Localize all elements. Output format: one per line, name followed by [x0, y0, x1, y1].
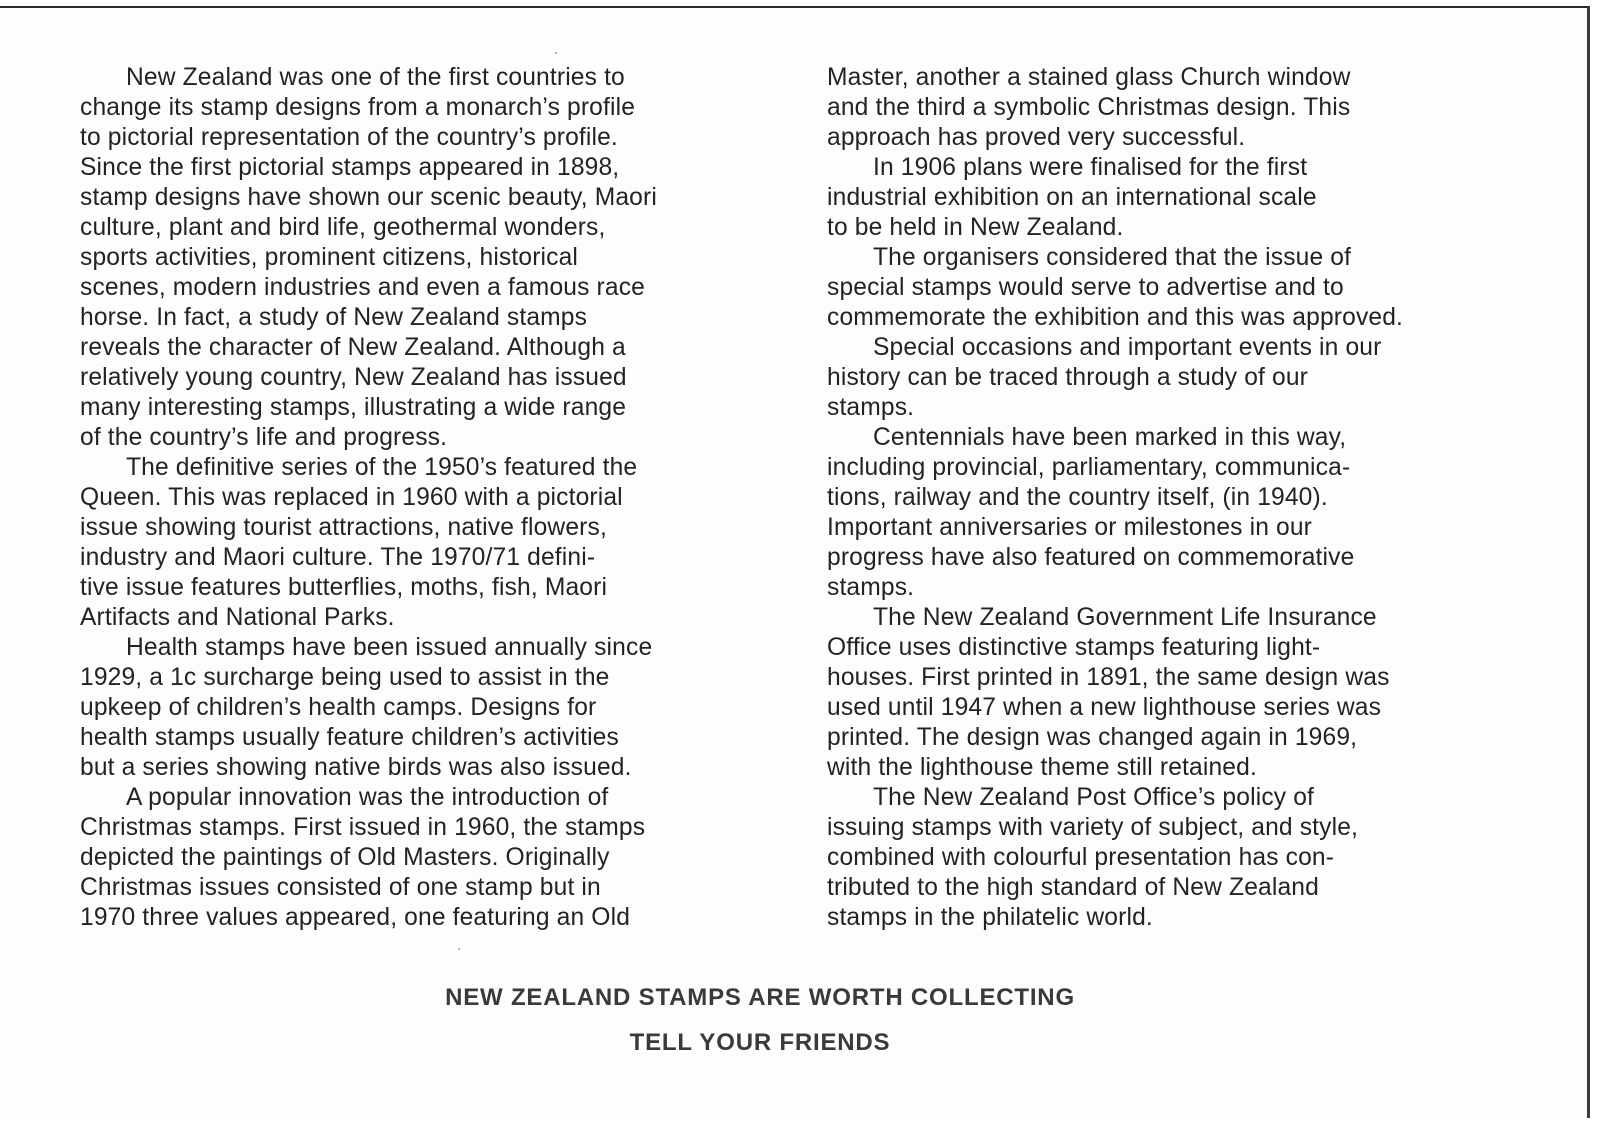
- text-line: Since the first pictorial stamps appeared in 1898,: [80, 154, 620, 181]
- text-line: approach has proved very successful.: [827, 124, 1246, 151]
- text-line: In 1906 plans were finalised for the first: [873, 154, 1308, 181]
- text-line: Queen. This was replaced in 1960 with a pictorial: [80, 484, 623, 511]
- text-line: Special occasions and important events in our: [873, 334, 1382, 361]
- text-line: relatively young country, New Zealand has issued: [80, 364, 627, 391]
- text-line: A popular innovation was the introduction of: [126, 784, 609, 811]
- text-line: tions, railway and the country itself, (in 1940).: [827, 484, 1328, 511]
- text-line: Master, another a stained glass Church window: [827, 64, 1351, 91]
- text-line: Christmas issues consisted of one stamp but in: [80, 874, 601, 901]
- footer-tagline: TELL YOUR FRIENDS: [629, 1029, 891, 1056]
- text-line: The definitive series of the 1950’s featured the: [126, 454, 638, 481]
- text-line: horse. In fact, a study of New Zealand stamps: [80, 304, 588, 331]
- text-line: history can be traced through a study of our: [827, 364, 1308, 391]
- text-line: depicted the paintings of Old Masters. Originally: [80, 844, 610, 871]
- text-line: stamps in the philatelic world.: [827, 904, 1153, 931]
- text-line: including provincial, parliamentary, communica-: [827, 454, 1351, 481]
- text-line: commemorate the exhibition and this was approved.: [827, 304, 1404, 331]
- text-line: and the third a symbolic Christmas design. This: [827, 94, 1351, 121]
- text-line: progress have also featured on commemorative: [827, 544, 1355, 571]
- text-line: New Zealand was one of the first countries to: [126, 64, 625, 91]
- text-line: Important anniversaries or milestones in our: [827, 514, 1313, 541]
- left-text-column: [80, 63, 760, 933]
- text-line: to be held in New Zealand.: [827, 214, 1124, 241]
- text-line: with the lighthouse theme still retained.: [827, 754, 1257, 781]
- text-line: tive issue features butterflies, moths, fish, Maori: [80, 574, 608, 601]
- text-line: 1970 three values appeared, one featuring an Old: [80, 904, 631, 931]
- text-line: printed. The design was changed again in 1969,: [827, 724, 1358, 751]
- text-line: sports activities, prominent citizens, historical: [80, 244, 579, 271]
- print-speck: [458, 948, 460, 950]
- text-line: Centennials have been marked in this way,: [873, 424, 1347, 451]
- text-line: scenes, modern industries and even a famous race: [80, 274, 645, 301]
- text-line: but a series showing native birds was also issued.: [80, 754, 632, 781]
- text-line: combined with colourful presentation has con-: [827, 844, 1335, 871]
- text-line: stamp designs have shown our scenic beauty, Maori: [80, 184, 657, 211]
- text-line: many interesting stamps, illustrating a wide range: [80, 394, 627, 421]
- right-text-column: [827, 63, 1527, 933]
- text-line: industry and Maori culture. The 1970/71 defini-: [80, 544, 596, 571]
- text-line: change its stamp designs from a monarch’s profile: [80, 94, 636, 121]
- text-line: The organisers considered that the issue of: [873, 244, 1352, 271]
- text-line: health stamps usually feature children’s activities: [80, 724, 619, 751]
- text-line: Office uses distinctive stamps featuring light-: [827, 634, 1321, 661]
- text-line: tributed to the high standard of New Zealand: [827, 874, 1319, 901]
- text-line: issue showing tourist attractions, native flowers,: [80, 514, 607, 541]
- footer-slogan: NEW ZEALAND STAMPS ARE WORTH COLLECTING: [445, 984, 1075, 1011]
- text-line: Health stamps have been issued annually since: [126, 634, 653, 661]
- text-line: reveals the character of New Zealand. Although a: [80, 334, 626, 361]
- text-line: houses. First printed in 1891, the same design was: [827, 664, 1390, 691]
- text-line: The New Zealand Government Life Insurance: [873, 604, 1377, 631]
- text-line: stamps.: [827, 574, 915, 601]
- text-line: The New Zealand Post Office’s policy of: [873, 784, 1315, 811]
- text-line: Artifacts and National Parks.: [80, 604, 395, 631]
- text-line: stamps.: [827, 394, 915, 421]
- printed-card: [0, 6, 1590, 1118]
- print-speck: [555, 52, 557, 54]
- text-line: to pictorial representation of the country’s profile.: [80, 124, 618, 151]
- text-line: industrial exhibition on an international scale: [827, 184, 1317, 211]
- text-line: of the country’s life and progress.: [80, 424, 448, 451]
- text-line: issuing stamps with variety of subject, and style,: [827, 814, 1359, 841]
- text-line: Christmas stamps. First issued in 1960, the stamps: [80, 814, 646, 841]
- text-line: used until 1947 when a new lighthouse series was: [827, 694, 1382, 721]
- text-line: special stamps would serve to advertise and to: [827, 274, 1344, 301]
- text-line: culture, plant and bird life, geothermal wonders,: [80, 214, 606, 241]
- text-line: 1929, a 1c surcharge being used to assist in the: [80, 664, 610, 691]
- text-line: upkeep of children’s health camps. Designs for: [80, 694, 597, 721]
